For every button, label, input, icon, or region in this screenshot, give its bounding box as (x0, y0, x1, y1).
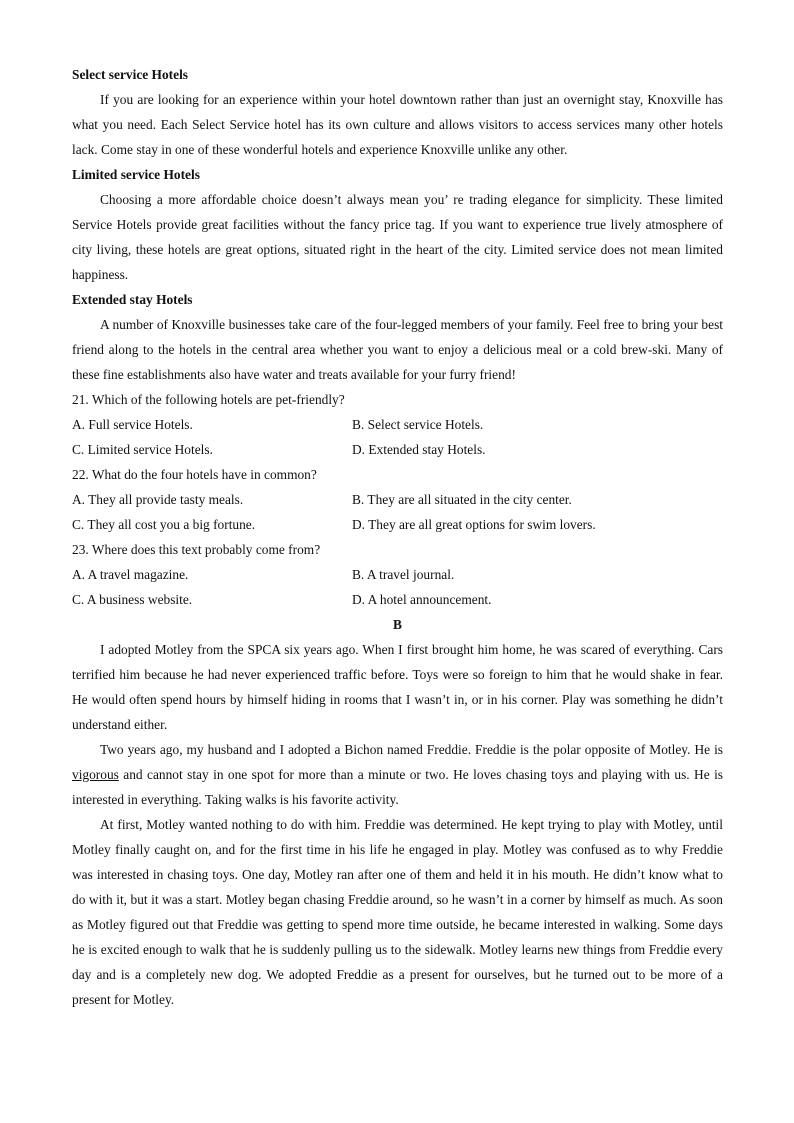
passage-b-paragraph-2 (72, 737, 723, 812)
question-22-stem: 22. What do the four hotels have in common? (72, 467, 317, 482)
q23-option-a: A. A travel magazine. (72, 567, 189, 582)
section-body-select: If you are looking for an experience within your hotel downtown rather than just an overnight stay, Knoxville has what you need. Each Select Service hotel has its own culture and allows visitors to access services many other hotels lack. Come stay in one of these wonderful hotels and experience Knoxville unlike any other. (72, 92, 723, 157)
q21-option-d: D. Extended stay Hotels. (352, 442, 486, 457)
q23-option-c: C. A business website. (72, 592, 193, 607)
question-23-options-row1 (72, 562, 723, 587)
section-body-extended: A number of Knoxville businesses take care of the four-legged members of your family. Feel free to bring your best friend along to the hotels in the central area whether you want to enjoy a delicious meal or a cold brew-ski. Many of these fine establishments also have water and treats available for your furry friend! (72, 317, 723, 382)
question-21-options-row2 (72, 437, 723, 462)
question-23-options-row2 (72, 587, 723, 612)
q22-option-b: B. They are all situated in the city center. (352, 492, 572, 507)
document-page (72, 62, 723, 1012)
section-heading-extended: Extended stay Hotels (72, 292, 193, 307)
section-heading-select: Select service Hotels (72, 67, 188, 82)
q21-option-b: B. Select service Hotels. (352, 417, 484, 432)
q22-option-c: C. They all cost you a big fortune. (72, 517, 256, 532)
p2-text-before: Two years ago, my husband and I adopted a Bichon named Freddie. Freddie is the polar opposite of Motley. He is (100, 742, 723, 757)
passage-b-letter: B (393, 617, 402, 632)
question-22-options-row2 (72, 512, 723, 537)
q23-option-b: B. A travel journal. (352, 567, 455, 582)
underlined-word-vigorous: vigorous (72, 767, 119, 782)
q23-option-d: D. A hotel announcement. (352, 592, 492, 607)
question-21-options-row1 (72, 412, 723, 437)
p2-text-after: and cannot stay in one spot for more than a minute or two. He loves chasing toys and playing with us. He is interested in everything. Taking walks is his favorite activity. (72, 767, 723, 807)
question-23-stem: 23. Where does this text probably come from? (72, 542, 321, 557)
passage-b-paragraph-3: At first, Motley wanted nothing to do with him. Freddie was determined. He kept trying to play with Motley, until Motley finally caught on, and for the first time in his life he engaged in play. Motley was confused as to why Freddie was interested in chasing toys. One day, Motley ran after one of them and held it in his mouth. He didn’t know what to do with it, but it was a start. Motley began chasing Freddie around, so he wasn’t in a corner by himself as much. As soon as Motley figured out that Freddie was getting to spend more time outside, he became interested in walking. Some days he is excited enough to walk that he is suddenly pulling us to the sidewalk. Motley learns new things from Freddie every day and is a completely new dog. We adopted Freddie as a present for ourselves, but he turned out to be more of a present for Motley. (72, 817, 723, 1007)
question-22-options-row1 (72, 487, 723, 512)
q21-option-a: A. Full service Hotels. (72, 417, 193, 432)
q22-option-d: D. They are all great options for swim lovers. (352, 517, 596, 532)
question-21-stem: 21. Which of the following hotels are pet-friendly? (72, 392, 345, 407)
passage-b-paragraph-1: I adopted Motley from the SPCA six years ago. When I first brought him home, he was scared of everything. Cars terrified him because he had never experienced traffic before. Toys were so foreign to him that he would shake in fear. He would often spend hours by himself hiding in rooms that I wasn’t in, or in his corner. Play was something he didn’t understand either. (72, 642, 723, 732)
section-body-limited: Choosing a more affordable choice doesn’t always mean you’ re trading elegance for simplicity. These limited Service Hotels provide great facilities without the fancy price tag. If you want to experience true lively atmosphere of city living, these hotels are great options, situated right in the heart of the city. Limited service does not mean limited happiness. (72, 192, 723, 282)
q22-option-a: A. They all provide tasty meals. (72, 492, 244, 507)
q21-option-c: C. Limited service Hotels. (72, 442, 213, 457)
section-heading-limited: Limited service Hotels (72, 167, 200, 182)
